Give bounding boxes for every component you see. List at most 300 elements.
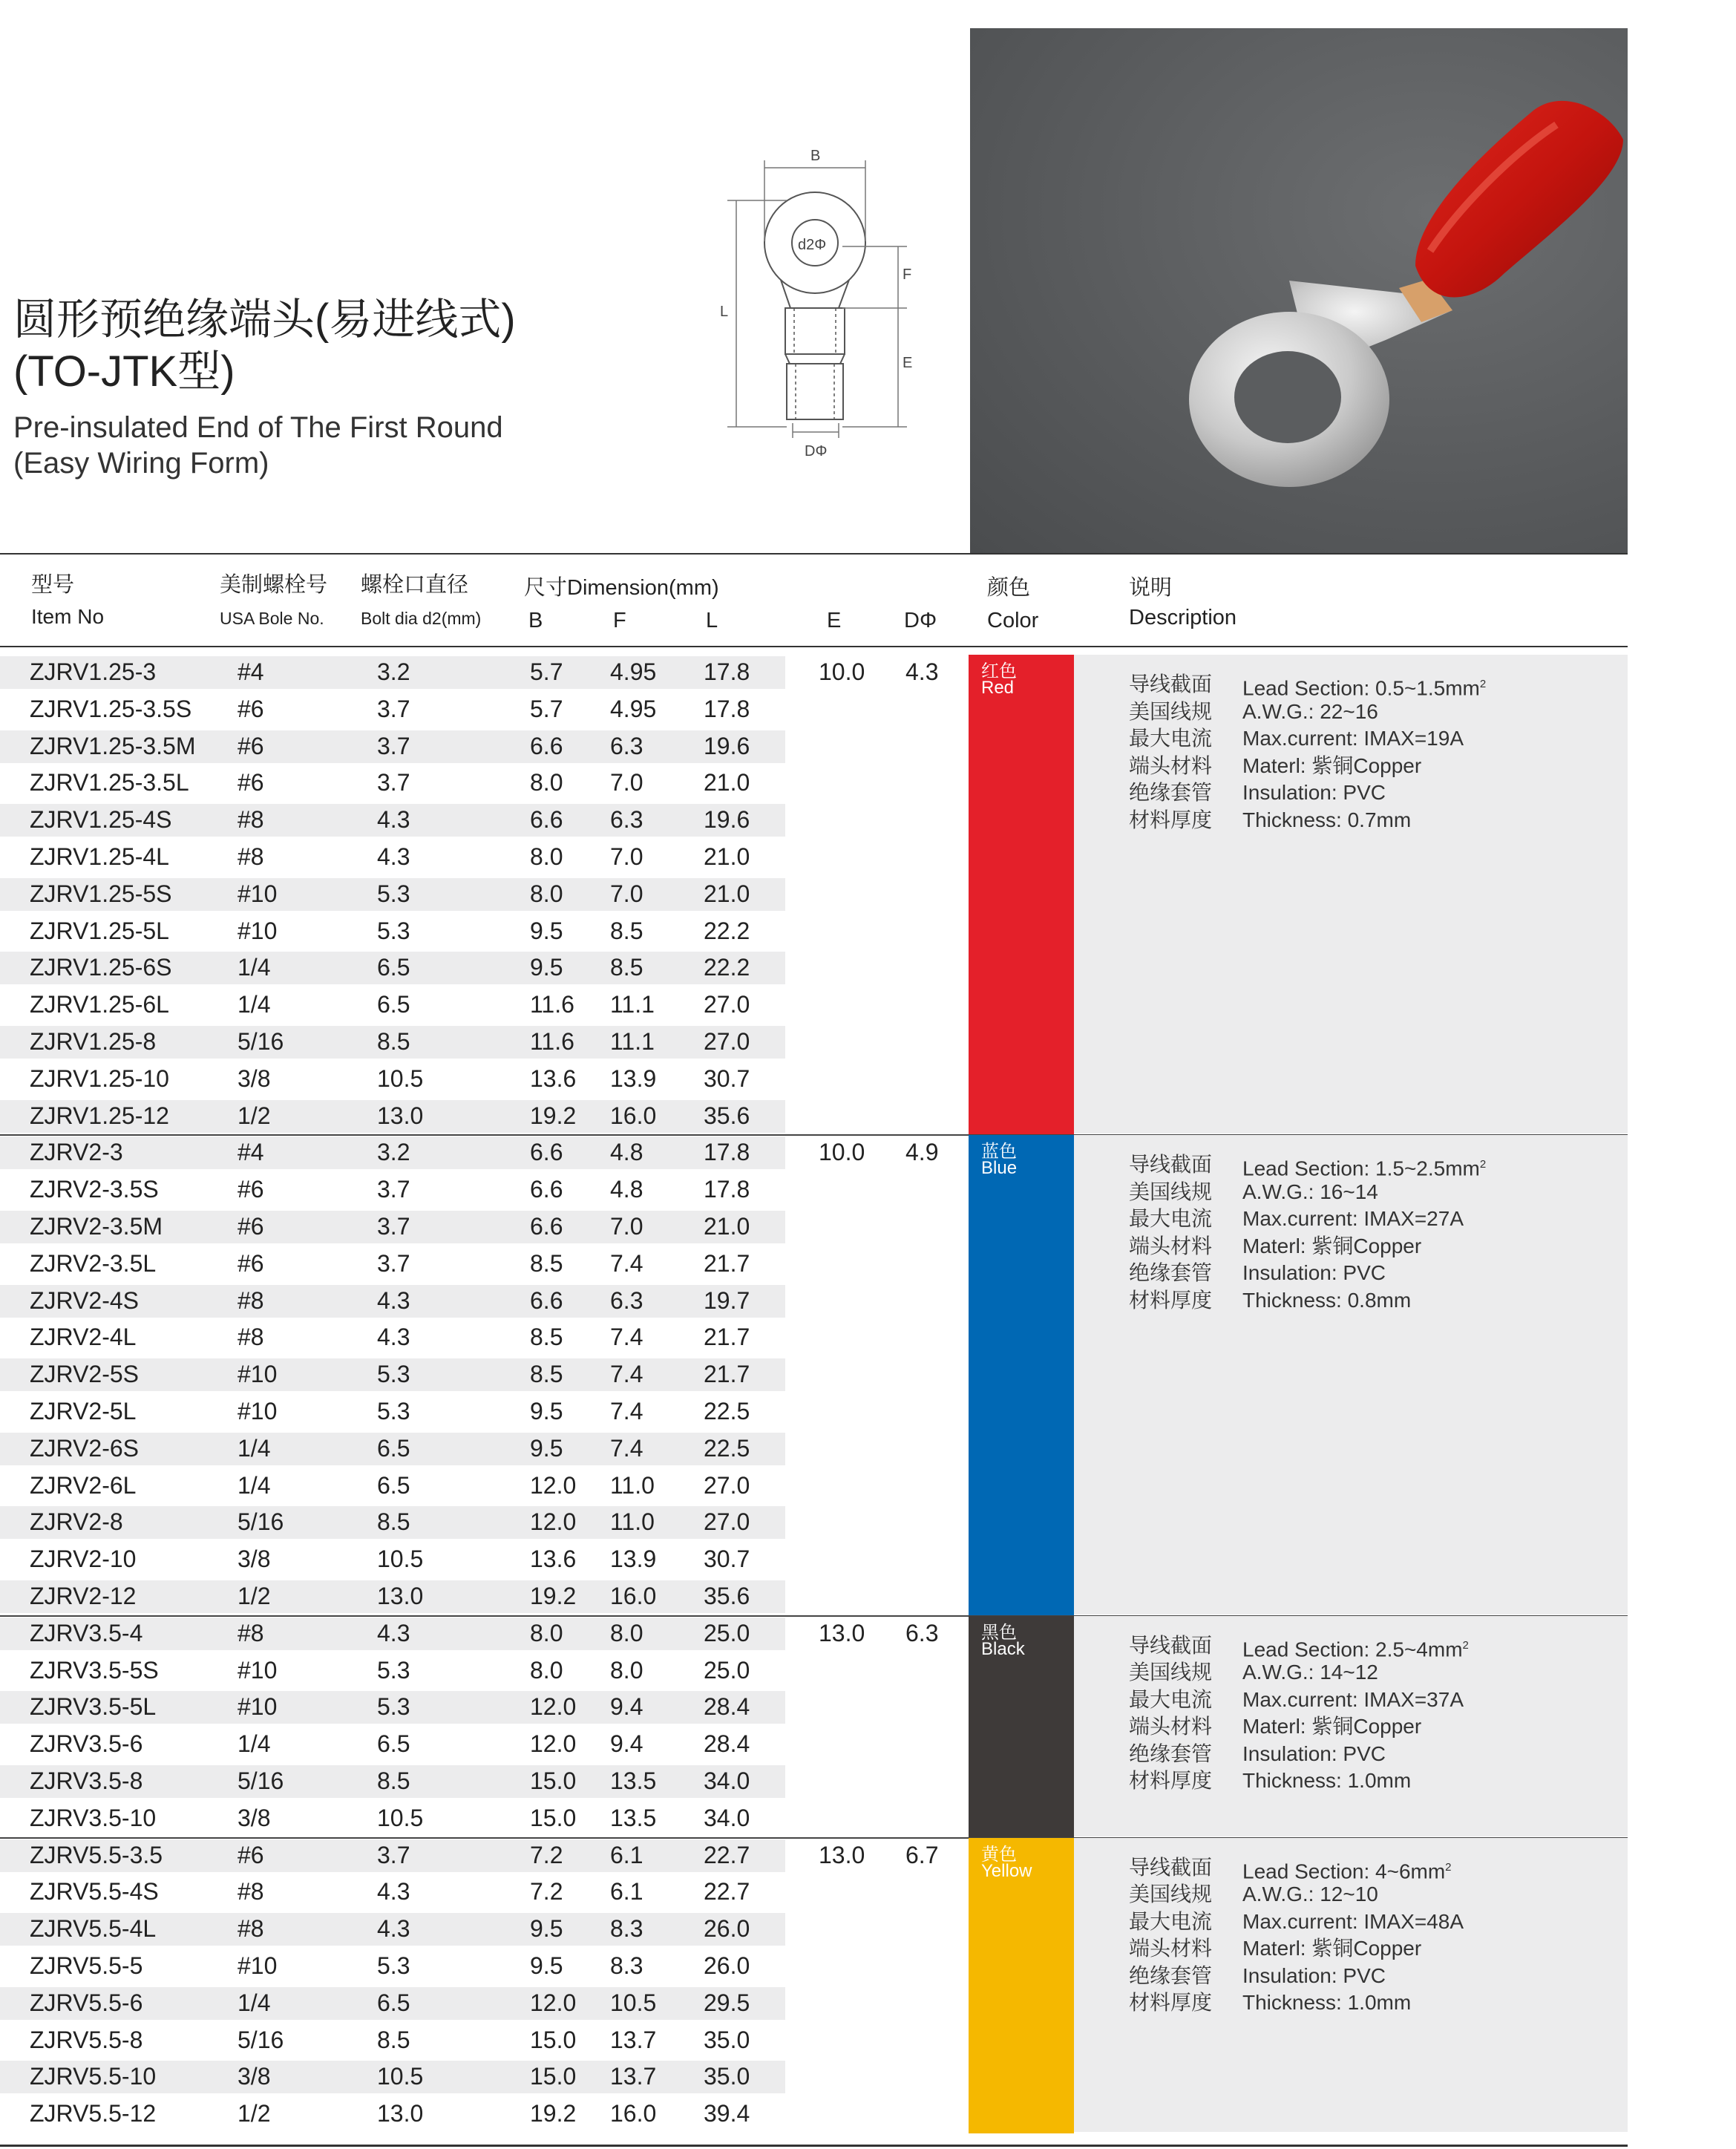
cell-dim-f: 8.3 (610, 1915, 643, 1943)
description-value (1242, 1881, 1378, 1908)
cell-dim-l: 21.0 (704, 843, 750, 870)
cell-dim-b: 6.6 (530, 732, 563, 759)
cell-dim-b: 6.6 (530, 1286, 563, 1314)
description-value (1242, 1179, 1378, 1206)
cell-item-no: ZJRV3.5-6 (30, 1730, 143, 1758)
cell-dim-f: 7.0 (610, 843, 643, 870)
description-value (1242, 725, 1464, 753)
cell-dim-f: 16.0 (610, 2100, 657, 2127)
cell-bolt-dia: 3.7 (377, 1213, 410, 1240)
cell-item-no: ZJRV2-5L (30, 1398, 137, 1425)
col-header-dimension: 尺寸Dimension(mm) (524, 576, 719, 600)
cell-item-no: ZJRV1.25-5S (30, 880, 172, 907)
description-value (1242, 1233, 1421, 1260)
cell-dim-b: 15.0 (530, 1767, 577, 1794)
cell-item-no: ZJRV2-12 (30, 1583, 137, 1609)
cell-dim-f: 13.7 (610, 2026, 657, 2053)
cell-usa-bolt: 5/16 (238, 1028, 284, 1055)
description-label-cn: 端头材料 (1129, 753, 1213, 777)
description-label-cn: 美国线规 (1129, 1180, 1213, 1203)
cell-item-no: ZJRV3.5-4 (30, 1619, 143, 1646)
cell-bolt-dia: 3.7 (377, 1249, 410, 1277)
cell-usa-bolt: #10 (238, 917, 278, 944)
cell-bolt-dia: 6.5 (377, 1434, 410, 1462)
col-header-item-en: Item No (31, 605, 105, 628)
col-header-desc-en: Description (1129, 606, 1237, 629)
color-label-cn: 黑色 (981, 1622, 1017, 1643)
cell-dim-f: 13.9 (610, 1545, 657, 1573)
cell-item-no: ZJRV1.25-6L (30, 991, 169, 1018)
cell-dim-l: 30.7 (704, 1064, 750, 1092)
cell-dim-b: 11.6 (530, 991, 574, 1018)
description-value (1242, 1935, 1421, 1963)
cell-bolt-dia: 3.7 (377, 732, 410, 759)
cell-dim-l: 21.0 (704, 880, 750, 907)
description-label-cn: 最大电流 (1129, 1687, 1213, 1711)
description-value-text: Lead Section: 1.5~2.5mm (1242, 1157, 1480, 1180)
description-value-text: Materl: 紫铜Copper (1242, 1234, 1422, 1257)
cell-item-no: ZJRV1.25-3.5S (30, 695, 192, 722)
superscript: 2 (1479, 678, 1487, 690)
cell-bolt-dia: 3.2 (377, 1139, 410, 1166)
cell-item-no: ZJRV2-4S (30, 1286, 140, 1314)
cell-dim-b: 9.5 (530, 1915, 563, 1943)
cell-dim-b: 19.2 (530, 1583, 577, 1609)
cell-dim-b: 8.0 (530, 880, 563, 907)
header-bottom-rule (0, 646, 1628, 647)
cell-dim-b: 15.0 (530, 2026, 577, 2053)
cell-dim-f: 11.0 (610, 1471, 655, 1499)
description-value (1242, 1713, 1421, 1741)
description-label-cn: 绝缘套管 (1129, 1963, 1213, 1987)
cell-bolt-dia: 4.3 (377, 1324, 410, 1351)
cell-usa-bolt: 1/4 (238, 954, 271, 981)
cell-dim-b: 13.6 (530, 1064, 577, 1092)
superscript: 2 (1479, 1158, 1487, 1171)
cell-bolt-dia: 5.3 (377, 1693, 410, 1721)
color-swatch (969, 655, 1074, 1135)
cell-dim-b: 7.2 (530, 1841, 563, 1868)
cell-dim-f: 13.5 (610, 1804, 657, 1831)
color-label-en: Yellow (981, 1860, 1032, 1881)
cell-dim-f: 13.7 (610, 2063, 657, 2090)
description-value-text: Materl: 紫铜Copper (1242, 753, 1422, 777)
col-header-f: F (613, 609, 626, 632)
cell-bolt-dia: 8.5 (377, 2026, 410, 2053)
cell-dim-b: 9.5 (530, 1952, 563, 1979)
cell-bolt-dia: 3.2 (377, 658, 410, 685)
cell-bolt-dia: 4.3 (377, 1878, 410, 1906)
diagram-label-d: DΦ (805, 443, 828, 459)
diagram-label-f: F (903, 266, 912, 283)
cell-dim-l: 34.0 (704, 1804, 750, 1831)
cell-item-no: ZJRV1.25-4S (30, 806, 172, 834)
dim-e-value: 13.0 (819, 1619, 865, 1646)
dim-e-value: 13.0 (819, 1841, 865, 1868)
cell-dim-l: 39.4 (704, 2100, 750, 2127)
cell-usa-bolt: 5/16 (238, 2026, 284, 2053)
cell-bolt-dia: 13.0 (377, 1102, 424, 1129)
cell-bolt-dia: 8.5 (377, 1028, 410, 1055)
cell-bolt-dia: 6.5 (377, 954, 410, 981)
description-label-cn: 导线截面 (1129, 1855, 1213, 1879)
cell-dim-b: 12.0 (530, 1508, 577, 1536)
col-header-usa-en: USA Bole No. (220, 609, 324, 628)
cell-dim-b: 6.6 (530, 806, 563, 834)
description-value-text: Lead Section: 4~6mm (1242, 1859, 1446, 1883)
cell-bolt-dia: 8.5 (377, 1767, 410, 1794)
description-value-text: Insulation: PVC (1242, 781, 1386, 804)
cell-dim-l: 27.0 (704, 1471, 750, 1499)
cell-dim-f: 11.0 (610, 1508, 655, 1536)
cell-dim-l: 35.6 (704, 1102, 750, 1129)
cell-usa-bolt: #10 (238, 1361, 278, 1388)
diagram-label-e: E (903, 355, 913, 371)
description-label-cn: 导线截面 (1129, 1633, 1213, 1657)
description-value (1242, 1206, 1464, 1233)
cell-dim-b: 5.7 (530, 695, 563, 722)
cell-dim-l: 30.7 (704, 1545, 750, 1573)
dim-d-value: 4.9 (905, 1139, 939, 1166)
cell-dim-l: 35.0 (704, 2063, 750, 2090)
cell-dim-l: 21.7 (704, 1249, 750, 1277)
cell-dim-f: 7.4 (610, 1398, 643, 1425)
description-value-text: Insulation: PVC (1242, 1963, 1386, 1987)
cell-bolt-dia: 6.5 (377, 1471, 410, 1499)
cell-dim-l: 25.0 (704, 1619, 750, 1646)
cell-dim-l: 22.7 (704, 1841, 750, 1868)
cell-dim-l: 22.7 (704, 1878, 750, 1906)
color-label-cn: 蓝色 (981, 1142, 1017, 1162)
cell-dim-l: 34.0 (704, 1767, 750, 1794)
cell-item-no: ZJRV1.25-3 (30, 658, 157, 685)
cell-dim-l: 21.7 (704, 1324, 750, 1351)
cell-dim-f: 7.0 (610, 1213, 643, 1240)
cell-dim-b: 6.6 (530, 1139, 563, 1166)
cell-item-no: ZJRV1.25-4L (30, 843, 169, 870)
cell-dim-b: 9.5 (530, 954, 563, 981)
cell-item-no: ZJRV5.5-3.5 (30, 1841, 163, 1868)
cell-usa-bolt: #8 (238, 1878, 264, 1906)
cell-bolt-dia: 3.7 (377, 769, 410, 797)
cell-dim-f: 8.0 (610, 1619, 643, 1646)
cell-dim-b: 12.0 (530, 1730, 577, 1758)
cell-usa-bolt: 3/8 (238, 1804, 271, 1831)
title-cn-line1: 圆形预绝缘端头(易进线式) (13, 295, 516, 344)
description-label-cn: 绝缘套管 (1129, 1741, 1213, 1765)
cell-usa-bolt: #6 (238, 769, 264, 797)
cell-item-no: ZJRV1.25-5L (30, 917, 169, 944)
cell-dim-b: 15.0 (530, 2063, 577, 2090)
diagram-label-b: B (810, 148, 821, 164)
cell-dim-l: 19.6 (704, 732, 750, 759)
cell-usa-bolt: #6 (238, 1249, 264, 1277)
description-value (1242, 1963, 1386, 1990)
cell-dim-l: 28.4 (704, 1693, 750, 1721)
cell-bolt-dia: 6.5 (377, 991, 410, 1018)
cell-bolt-dia: 13.0 (377, 2100, 424, 2127)
description-label-cn: 材料厚度 (1129, 808, 1213, 831)
cell-bolt-dia: 5.3 (377, 1361, 410, 1388)
description-label-cn: 最大电流 (1129, 1909, 1213, 1933)
cell-usa-bolt: #4 (238, 1139, 264, 1166)
cell-dim-b: 7.2 (530, 1878, 563, 1906)
cell-dim-f: 7.4 (610, 1249, 643, 1277)
description-label-cn: 导线截面 (1129, 1153, 1213, 1177)
col-header-d: DΦ (904, 609, 937, 632)
diagram-label-d2: d2Φ (798, 237, 827, 253)
description-value-text: Max.current: IMAX=27A (1242, 1207, 1464, 1231)
cell-dim-l: 25.0 (704, 1656, 750, 1684)
col-header-bolt-en: Bolt dia d2(mm) (361, 609, 482, 628)
cell-usa-bolt: #10 (238, 1656, 278, 1684)
ring-terminal-image (970, 28, 1628, 554)
cell-item-no: ZJRV1.25-8 (30, 1028, 157, 1055)
color-label-en: Black (981, 1638, 1025, 1659)
description-value-text: Max.current: IMAX=19A (1242, 727, 1464, 750)
cell-dim-f: 7.4 (610, 1324, 643, 1351)
description-value (1242, 807, 1411, 834)
col-header-color-cn: 颜色 (987, 576, 1031, 600)
color-label-en: Red (981, 678, 1015, 698)
cell-dim-f: 4.8 (610, 1139, 643, 1166)
description-label-cn: 材料厚度 (1129, 1769, 1213, 1793)
cell-dim-b: 8.0 (530, 1656, 563, 1684)
cell-dim-l: 27.0 (704, 1508, 750, 1536)
cell-dim-b: 9.5 (530, 917, 563, 944)
cell-usa-bolt: #8 (238, 1286, 264, 1314)
cell-dim-f: 8.0 (610, 1656, 643, 1684)
description-label-cn: 美国线规 (1129, 1883, 1213, 1906)
cell-dim-l: 35.6 (704, 1583, 750, 1609)
description-value-text: Thickness: 0.7mm (1242, 808, 1412, 831)
cell-dim-b: 8.5 (530, 1324, 563, 1351)
cell-dim-b: 8.0 (530, 843, 563, 870)
col-header-desc-cn: 说明 (1129, 576, 1173, 600)
cell-dim-f: 6.3 (610, 732, 643, 759)
description-value (1242, 1687, 1464, 1714)
color-label-cn: 黄色 (981, 1844, 1017, 1865)
cell-dim-f: 8.5 (610, 917, 643, 944)
cell-dim-b: 6.6 (530, 1176, 563, 1203)
cell-item-no: ZJRV3.5-8 (30, 1767, 143, 1794)
cell-dim-l: 21.0 (704, 1213, 750, 1240)
cell-dim-l: 22.2 (704, 917, 750, 944)
cell-item-no: ZJRV1.25-12 (30, 1102, 169, 1129)
description-value (1242, 1741, 1386, 1768)
cell-dim-b: 13.6 (530, 1545, 577, 1573)
cell-dim-l: 26.0 (704, 1915, 750, 1943)
color-swatch (969, 1135, 1074, 1615)
cell-dim-f: 8.5 (610, 954, 643, 981)
cell-dim-b: 8.0 (530, 1619, 563, 1646)
cell-item-no: ZJRV5.5-4S (30, 1878, 159, 1906)
cell-usa-bolt: #8 (238, 843, 264, 870)
cell-dim-b: 15.0 (530, 1804, 577, 1831)
page-title (13, 294, 516, 398)
description-label-cn: 端头材料 (1129, 1715, 1213, 1739)
cell-dim-f: 11.1 (610, 991, 655, 1018)
title-en-line2: (Easy Wiring Form) (13, 447, 269, 480)
cell-dim-f: 13.5 (610, 1767, 657, 1794)
cell-bolt-dia: 10.5 (377, 1545, 424, 1573)
description-value (1242, 699, 1378, 726)
superscript: 2 (1462, 1638, 1469, 1652)
cell-dim-b: 8.5 (530, 1249, 563, 1277)
table-bottom-rule (0, 2145, 1628, 2147)
cell-dim-b: 12.0 (530, 1693, 577, 1721)
color-label-cn: 红色 (981, 661, 1017, 681)
description-value-text: A.W.G.: 14~12 (1242, 1661, 1378, 1684)
cell-dim-f: 6.1 (610, 1878, 643, 1906)
dim-e-value: 10.0 (819, 658, 865, 685)
cell-dim-f: 11.1 (610, 1028, 655, 1055)
cell-dim-l: 17.8 (704, 695, 750, 722)
cell-item-no: ZJRV2-3.5M (30, 1213, 163, 1240)
description-value-text: Materl: 紫铜Copper (1242, 1937, 1422, 1960)
cell-item-no: ZJRV5.5-4L (30, 1915, 157, 1943)
cell-usa-bolt: #6 (238, 1841, 264, 1868)
superscript: 2 (1445, 1860, 1452, 1874)
cell-item-no: ZJRV3.5-5S (30, 1656, 159, 1684)
cell-bolt-dia: 3.7 (377, 1841, 410, 1868)
cell-dim-l: 21.7 (704, 1361, 750, 1388)
col-header-e: E (827, 609, 842, 632)
cell-usa-bolt: 3/8 (238, 1064, 271, 1092)
cell-item-no: ZJRV2-10 (30, 1545, 137, 1573)
cell-bolt-dia: 3.7 (377, 695, 410, 722)
dim-d-value: 6.7 (905, 1841, 939, 1868)
title-en-line1: Pre-insulated End of The First Round (13, 411, 503, 444)
description-value-text: Materl: 紫铜Copper (1242, 1715, 1422, 1739)
cell-bolt-dia: 13.0 (377, 1583, 424, 1609)
cell-item-no: ZJRV5.5-5 (30, 1952, 143, 1979)
cell-usa-bolt: 3/8 (238, 1545, 271, 1573)
cell-usa-bolt: 3/8 (238, 2063, 271, 2090)
cell-dim-f: 7.0 (610, 769, 643, 797)
cell-dim-f: 7.0 (610, 880, 643, 907)
col-header-usa-cn: 美制螺栓号 (220, 573, 328, 597)
cell-dim-b: 5.7 (530, 658, 563, 685)
cell-dim-f: 6.3 (610, 1286, 643, 1314)
cell-bolt-dia: 5.3 (377, 917, 410, 944)
cell-dim-f: 10.5 (610, 1989, 657, 2016)
cell-usa-bolt: 5/16 (238, 1767, 284, 1794)
cell-item-no: ZJRV5.5-6 (30, 1989, 143, 2016)
cell-dim-f: 4.95 (610, 658, 657, 685)
description-value-text: Max.current: IMAX=48A (1242, 1909, 1464, 1933)
description-value-text: Insulation: PVC (1242, 1261, 1386, 1285)
cell-bolt-dia: 4.3 (377, 1619, 410, 1646)
description-value (1242, 1260, 1386, 1287)
cell-item-no: ZJRV2-4L (30, 1324, 137, 1351)
cell-dim-l: 26.0 (704, 1952, 750, 1979)
color-label-en: Blue (981, 1158, 1018, 1179)
cell-bolt-dia: 5.3 (377, 1656, 410, 1684)
cell-usa-bolt: #8 (238, 1915, 264, 1943)
cell-dim-l: 35.0 (704, 2026, 750, 2053)
terminal-dimension-diagram (713, 141, 950, 490)
cell-item-no: ZJRV2-3.5L (30, 1249, 157, 1277)
description-value (1242, 1659, 1378, 1687)
dim-d-value: 4.3 (905, 658, 939, 685)
description-label-cn: 最大电流 (1129, 727, 1213, 750)
col-header-bolt-cn: 螺栓口直径 (361, 573, 469, 597)
description-value-text: Thickness: 1.0mm (1242, 1769, 1412, 1793)
cell-bolt-dia: 4.3 (377, 806, 410, 834)
cell-dim-b: 12.0 (530, 1471, 577, 1499)
cell-usa-bolt: #6 (238, 1213, 264, 1240)
cell-usa-bolt: 1/2 (238, 2100, 271, 2127)
description-label-cn: 端头材料 (1129, 1234, 1213, 1257)
description-value (1242, 1767, 1411, 1795)
cell-dim-l: 22.5 (704, 1434, 750, 1462)
description-value-text: A.W.G.: 22~16 (1242, 699, 1378, 723)
cell-bolt-dia: 5.3 (377, 880, 410, 907)
cell-dim-f: 16.0 (610, 1583, 657, 1609)
description-label-cn: 绝缘套管 (1129, 1261, 1213, 1285)
description-value (1242, 1908, 1464, 1936)
cell-bolt-dia: 8.5 (377, 1508, 410, 1536)
description-label-cn: 绝缘套管 (1129, 781, 1213, 804)
cell-item-no: ZJRV2-5S (30, 1361, 140, 1388)
color-swatch (969, 1838, 1074, 2133)
description-label-cn: 材料厚度 (1129, 1991, 1213, 2015)
cell-dim-b: 6.6 (530, 1213, 563, 1240)
description-value-text: A.W.G.: 12~10 (1242, 1883, 1378, 1906)
cell-usa-bolt: #8 (238, 1324, 264, 1351)
cell-item-no: ZJRV3.5-5L (30, 1693, 157, 1721)
description-label-cn: 最大电流 (1129, 1207, 1213, 1231)
diagram-label-l: L (720, 304, 729, 320)
cell-bolt-dia: 5.3 (377, 1952, 410, 1979)
cell-dim-f: 16.0 (610, 1102, 657, 1129)
cell-dim-l: 29.5 (704, 1989, 750, 2016)
cell-bolt-dia: 4.3 (377, 1915, 410, 1943)
cell-bolt-dia: 6.5 (377, 1730, 410, 1758)
cell-item-no: ZJRV2-6L (30, 1471, 137, 1499)
cell-dim-f: 9.4 (610, 1693, 643, 1721)
cell-dim-f: 4.8 (610, 1176, 643, 1203)
description-value-text: Thickness: 1.0mm (1242, 1991, 1412, 2015)
description-value-text: Max.current: IMAX=37A (1242, 1687, 1464, 1711)
cell-usa-bolt: 1/4 (238, 1434, 271, 1462)
cell-bolt-dia: 10.5 (377, 1804, 424, 1831)
description-label-cn: 美国线规 (1129, 699, 1213, 723)
description-label-cn: 美国线规 (1129, 1661, 1213, 1684)
cell-dim-f: 6.1 (610, 1841, 643, 1868)
cell-usa-bolt: #6 (238, 1176, 264, 1203)
product-photo (970, 28, 1628, 554)
cell-dim-l: 17.8 (704, 1176, 750, 1203)
cell-item-no: ZJRV3.5-10 (30, 1804, 157, 1831)
col-header-l: L (706, 609, 718, 632)
description-value (1242, 1989, 1411, 2017)
cell-dim-f: 9.4 (610, 1730, 643, 1758)
cell-dim-l: 19.7 (704, 1286, 750, 1314)
cell-dim-b: 19.2 (530, 2100, 577, 2127)
cell-dim-l: 17.8 (704, 1139, 750, 1166)
cell-dim-f: 7.4 (610, 1361, 643, 1388)
description-value-text: Lead Section: 2.5~4mm (1242, 1638, 1463, 1661)
cell-bolt-dia: 3.7 (377, 1176, 410, 1203)
cell-bolt-dia: 5.3 (377, 1398, 410, 1425)
title-cn-line2: (TO-JTK型) (13, 347, 235, 396)
cell-usa-bolt: 5/16 (238, 1508, 284, 1536)
cell-dim-f: 6.3 (610, 806, 643, 834)
cell-item-no: ZJRV2-3 (30, 1139, 123, 1166)
cell-dim-l: 22.5 (704, 1398, 750, 1425)
